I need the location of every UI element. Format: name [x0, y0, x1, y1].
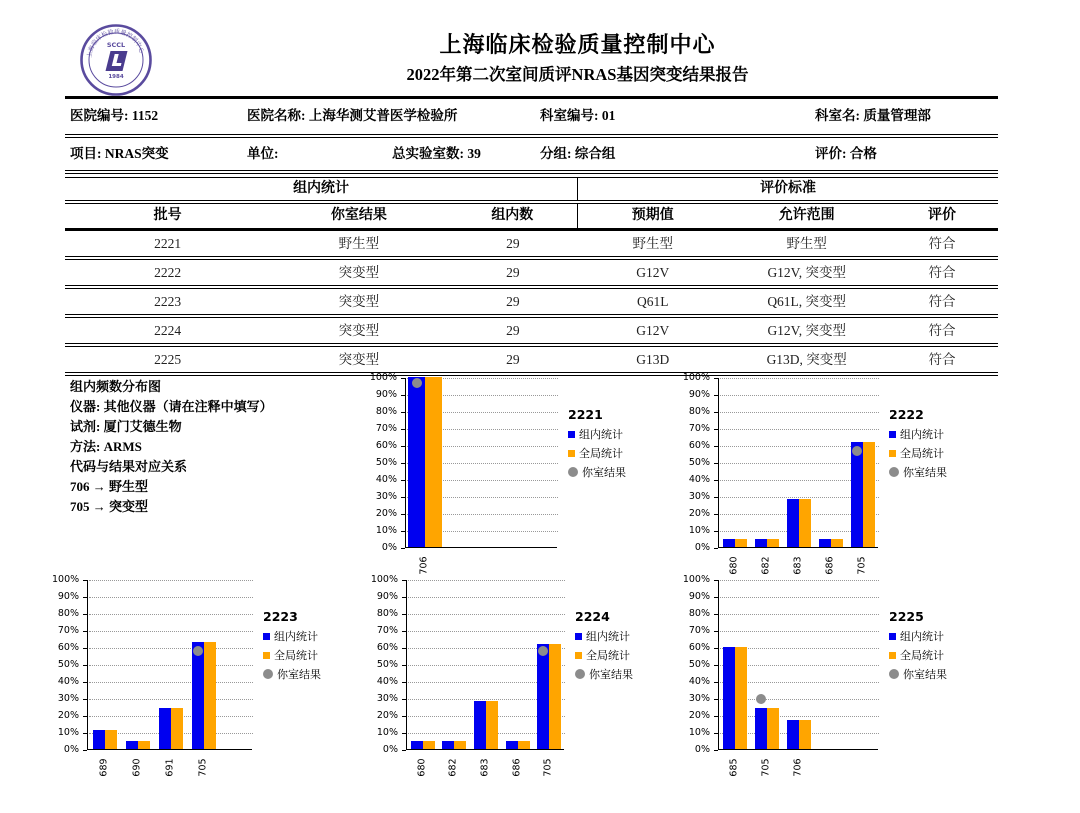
grid-line — [89, 597, 253, 598]
y-tick — [714, 531, 718, 532]
legend-item-label: 你室结果 — [589, 668, 633, 681]
y-axis-label: 30% — [688, 693, 710, 704]
legend-title: 2221 — [568, 407, 603, 422]
legend-item — [568, 464, 626, 480]
y-tick — [83, 665, 87, 666]
y-tick — [83, 648, 87, 649]
y-tick — [714, 682, 718, 683]
legend-item — [889, 445, 947, 461]
legend-item — [889, 464, 947, 480]
x-axis-label: 706 — [418, 556, 430, 575]
bar-global — [425, 377, 442, 547]
y-axis-label: 60% — [57, 642, 79, 653]
bar-global — [735, 647, 747, 749]
bar-global — [204, 642, 216, 749]
y-tick — [401, 463, 405, 464]
y-axis-label: 80% — [57, 608, 79, 619]
y-tick — [402, 699, 406, 700]
y-tick — [401, 395, 405, 396]
grid-line — [89, 631, 253, 632]
x-axis-label: 691 — [164, 758, 175, 777]
legend-item — [575, 666, 633, 682]
y-axis-label: 70% — [376, 625, 398, 636]
chart-2222 — [681, 372, 973, 584]
col-allowed: 允许范围 — [778, 208, 835, 223]
x-axis-label: 689 — [98, 758, 109, 777]
table-row: 2222 突变型 29 G12V G12V, 突变型 符合 — [154, 265, 956, 280]
your-result-dot — [756, 694, 766, 704]
y-axis-label: 90% — [376, 591, 398, 602]
header-rule — [65, 96, 998, 99]
y-tick — [714, 580, 718, 581]
y-tick — [402, 648, 406, 649]
y-axis-label: 40% — [688, 474, 710, 485]
grid-line — [720, 614, 879, 615]
separator — [65, 170, 998, 174]
grid-line — [720, 631, 879, 632]
legend-item — [263, 666, 321, 682]
y-tick — [714, 446, 718, 447]
legend-item — [263, 628, 321, 644]
frequency-notes — [70, 377, 273, 517]
legend-square-group — [575, 633, 582, 640]
grid-line — [89, 682, 253, 683]
dept-id-field: 科室编号: 01 — [540, 108, 616, 123]
grid-line — [89, 699, 253, 700]
y-axis-label: 30% — [688, 491, 710, 502]
legend-item-label: 全局统计 — [274, 649, 318, 662]
y-axis-label: 100% — [370, 574, 398, 585]
bar-global — [799, 720, 811, 749]
y-axis-label: 80% — [376, 608, 398, 619]
table-group-header — [65, 177, 998, 200]
legend-square-global — [889, 652, 896, 659]
y-axis-label: 90% — [57, 591, 79, 602]
grid-line — [720, 429, 879, 430]
plot-area — [718, 378, 878, 548]
chart-legend — [263, 609, 321, 682]
y-tick — [714, 750, 718, 751]
grid-line — [720, 395, 879, 396]
y-tick — [714, 648, 718, 649]
legend-square-global — [568, 450, 575, 457]
col-eval: 评价 — [927, 208, 956, 223]
y-axis-label: 20% — [376, 710, 398, 721]
bar-global — [831, 539, 843, 548]
legend-circle-your-result — [263, 669, 273, 679]
grid-line — [720, 597, 879, 598]
x-axis-label: 683 — [479, 758, 491, 777]
y-axis-label: 20% — [375, 508, 397, 519]
x-axis-label: 682 — [760, 556, 772, 575]
table-column-header — [65, 204, 998, 228]
note-line: 组内频数分布图 — [70, 379, 162, 394]
y-axis-label: 50% — [688, 659, 710, 670]
bar-group — [851, 442, 863, 547]
y-tick — [402, 614, 406, 615]
y-tick — [714, 378, 718, 379]
legend-circle-your-result — [575, 669, 585, 679]
y-axis-label: 0% — [63, 744, 79, 755]
legend-item — [575, 647, 633, 663]
grid-line — [720, 378, 879, 379]
y-tick — [401, 429, 405, 430]
bar-global — [423, 741, 435, 750]
plot-area — [405, 378, 557, 548]
legend-square-group — [889, 431, 896, 438]
your-result-dot — [412, 378, 422, 388]
legend-item-label: 组内统计 — [274, 630, 318, 643]
grid-line — [408, 614, 565, 615]
bar-global — [138, 741, 150, 750]
legend-title: 2225 — [889, 609, 924, 624]
y-axis-label: 90% — [375, 389, 397, 400]
bar-group — [126, 741, 138, 750]
y-axis-label: 40% — [57, 676, 79, 687]
x-axis-label: 680 — [416, 758, 428, 777]
y-axis-label: 70% — [688, 423, 710, 434]
bar-group — [787, 720, 799, 749]
evaluation-field: 评价: 合格 — [815, 146, 877, 161]
bar-group — [93, 730, 105, 749]
x-axis-label: 705 — [760, 758, 772, 777]
results-table — [65, 177, 998, 376]
bar-group — [408, 377, 425, 547]
note-line: 试剂: 厦门艾德生物 — [70, 419, 182, 434]
col-group-count: 组内数 — [448, 204, 579, 228]
y-tick — [714, 429, 718, 430]
legend-square-global — [263, 652, 270, 659]
y-tick — [714, 614, 718, 615]
legend-item-label: 全局统计 — [579, 447, 623, 460]
y-tick — [401, 531, 405, 532]
y-axis-label: 0% — [694, 744, 710, 755]
y-axis-label: 90% — [688, 389, 710, 400]
svg-text:上海临床检验质量控制中心: 上海临床检验质量控制中心 — [86, 28, 146, 59]
grid-line — [408, 631, 565, 632]
group-header-criteria: 评价标准 — [760, 181, 817, 196]
grouping-field: 分组: 综合组 — [540, 146, 616, 161]
legend-square-global — [575, 652, 582, 659]
legend-square-global — [889, 450, 896, 457]
y-axis-label: 100% — [369, 372, 397, 383]
bar-global — [767, 539, 779, 548]
bar-global — [799, 499, 811, 547]
legend-item — [889, 426, 947, 442]
grid-line — [89, 648, 253, 649]
x-axis-label: 705 — [542, 758, 554, 777]
y-axis-label: 60% — [375, 440, 397, 451]
legend-item — [568, 426, 626, 442]
bar-global — [486, 701, 498, 749]
y-tick — [714, 665, 718, 666]
y-tick — [714, 597, 718, 598]
legend-item-label: 你室结果 — [903, 668, 947, 681]
plot-area — [87, 580, 252, 750]
plot-area — [718, 580, 878, 750]
y-tick — [401, 497, 405, 498]
y-axis-label: 90% — [688, 591, 710, 602]
y-axis-label: 60% — [688, 642, 710, 653]
y-tick — [402, 597, 406, 598]
y-tick — [401, 378, 405, 379]
bar-global — [767, 708, 779, 749]
note-line: 仪器: 其他仪器（请在注释中填写） — [70, 399, 273, 414]
x-axis-label: 685 — [728, 758, 740, 777]
bar-group — [506, 741, 518, 750]
bar-global — [454, 741, 466, 750]
y-tick — [401, 412, 405, 413]
y-axis-label: 10% — [376, 727, 398, 738]
bar-group — [755, 708, 767, 749]
unit-field: 单位: — [247, 146, 279, 161]
table-row: 2225 突变型 29 G13D G13D, 突变型 符合 — [154, 352, 956, 367]
hospital-name-field: 医院名称: 上海华测艾普医学检验所 — [247, 108, 458, 123]
info-row-1 — [65, 100, 998, 132]
grid-line — [89, 614, 253, 615]
y-axis-label: 20% — [688, 710, 710, 721]
col-expected: 预期值 — [631, 208, 674, 223]
y-axis-label: 70% — [688, 625, 710, 636]
svg-text:SCCL: SCCL — [106, 41, 126, 49]
y-tick — [401, 480, 405, 481]
y-axis-label: 10% — [688, 727, 710, 738]
y-axis-label: 20% — [688, 508, 710, 519]
y-axis-label: 0% — [694, 542, 710, 553]
bar-group — [787, 499, 799, 547]
y-tick — [83, 614, 87, 615]
y-axis-label: 80% — [688, 406, 710, 417]
grid-line — [720, 412, 879, 413]
x-axis-label: 680 — [728, 556, 740, 575]
total-labs-field: 总实验室数: 39 — [392, 146, 481, 161]
legend-circle-your-result — [889, 669, 899, 679]
y-tick — [83, 597, 87, 598]
y-tick — [401, 446, 405, 447]
y-axis-label: 80% — [375, 406, 397, 417]
x-axis-label: 706 — [792, 758, 804, 777]
legend-item — [889, 647, 947, 663]
bar-group — [192, 642, 204, 749]
y-axis-label: 0% — [382, 744, 398, 755]
y-tick — [714, 631, 718, 632]
y-axis-label: 80% — [688, 608, 710, 619]
grid-line — [720, 580, 879, 581]
bar-global — [735, 539, 747, 548]
y-tick — [83, 699, 87, 700]
y-axis-label: 50% — [57, 659, 79, 670]
y-tick — [714, 699, 718, 700]
y-axis-label: 50% — [688, 457, 710, 468]
legend-item — [575, 628, 633, 644]
chart-legend — [575, 609, 633, 682]
y-tick — [402, 665, 406, 666]
y-axis-label: 100% — [52, 574, 80, 585]
chart-2224 — [368, 574, 659, 786]
legend-circle-your-result — [568, 467, 578, 477]
legend-item — [889, 666, 947, 682]
legend-item-label: 组内统计 — [579, 428, 623, 441]
x-axis-label: 705 — [856, 556, 868, 575]
y-tick — [401, 548, 405, 549]
legend-item-label: 全局统计 — [900, 649, 944, 662]
note-line: 代码与结果对应关系 — [70, 459, 188, 474]
y-tick — [83, 580, 87, 581]
y-axis-label: 10% — [375, 525, 397, 536]
legend-item-label: 你室结果 — [277, 668, 321, 681]
y-tick — [714, 395, 718, 396]
y-tick — [714, 480, 718, 481]
chart-legend — [889, 609, 947, 682]
y-tick — [83, 733, 87, 734]
bar-global — [105, 730, 117, 749]
bar-global — [518, 741, 530, 750]
page-title: 上海临床检验质量控制中心 — [439, 32, 716, 57]
table-row: 2221 野生型 29 野生型 野生型 符合 — [154, 236, 956, 251]
y-axis-label: 100% — [682, 372, 710, 383]
bar-group — [723, 539, 735, 548]
y-axis-label: 10% — [688, 525, 710, 536]
bar-group — [537, 644, 549, 749]
legend-item — [568, 445, 626, 461]
col-your-result: 你室结果 — [330, 208, 387, 223]
x-axis-label: 683 — [792, 556, 804, 575]
x-axis-label: 690 — [131, 758, 142, 777]
y-tick — [714, 463, 718, 464]
chart-legend — [568, 407, 626, 480]
your-result-dot — [193, 646, 203, 656]
note-line: 方法: ARMS — [70, 439, 142, 454]
y-tick — [402, 750, 406, 751]
chart-legend — [889, 407, 947, 480]
legend-item-label: 全局统计 — [900, 447, 944, 460]
grid-line — [408, 580, 565, 581]
x-axis-label: 682 — [447, 758, 459, 777]
y-tick — [402, 631, 406, 632]
legend-item-label: 组内统计 — [900, 428, 944, 441]
y-axis-label: 30% — [57, 693, 79, 704]
legend-item-label: 组内统计 — [900, 630, 944, 643]
chart-2221 — [366, 372, 652, 584]
legend-title: 2223 — [263, 609, 298, 624]
bar-group — [819, 539, 831, 548]
legend-circle-your-result — [889, 467, 899, 477]
note-line: 706 → 野生型 — [70, 479, 149, 494]
bar-group — [442, 741, 454, 750]
bar-global — [549, 644, 561, 749]
y-tick — [402, 733, 406, 734]
y-axis-label: 30% — [376, 693, 398, 704]
chart-2225 — [681, 574, 973, 786]
legend-item — [263, 647, 321, 663]
y-tick — [402, 716, 406, 717]
y-tick — [402, 580, 406, 581]
y-axis-label: 70% — [375, 423, 397, 434]
y-axis-label: 70% — [57, 625, 79, 636]
y-tick — [83, 631, 87, 632]
plot-area — [406, 580, 564, 750]
x-axis-label: 705 — [197, 758, 208, 777]
y-tick — [714, 548, 718, 549]
y-tick — [714, 716, 718, 717]
y-axis-label: 40% — [375, 474, 397, 485]
note-line: 705 → 突变型 — [70, 499, 149, 514]
legend-item-label: 你室结果 — [582, 466, 626, 479]
grid-line — [89, 580, 253, 581]
table-row: 2224 突变型 29 G12V G12V, 突变型 符合 — [154, 323, 956, 338]
legend-square-group — [568, 431, 575, 438]
x-axis-label: 686 — [824, 556, 836, 575]
y-tick — [714, 497, 718, 498]
legend-item-label: 你室结果 — [903, 466, 947, 479]
y-axis-label: 60% — [376, 642, 398, 653]
project-field: 项目: NRAS突变 — [70, 146, 169, 161]
bar-group — [723, 647, 735, 749]
y-tick — [83, 716, 87, 717]
svg-text:1984: 1984 — [108, 74, 124, 80]
y-axis-label: 40% — [688, 676, 710, 687]
legend-square-group — [263, 633, 270, 640]
y-axis-label: 40% — [376, 676, 398, 687]
y-tick — [83, 682, 87, 683]
y-axis-label: 100% — [682, 574, 710, 585]
legend-square-group — [889, 633, 896, 640]
table-row: 2223 突变型 29 Q61L Q61L, 突变型 符合 — [154, 294, 956, 309]
legend-title: 2224 — [575, 609, 610, 624]
legend-item-label: 全局统计 — [586, 649, 630, 662]
bar-group — [411, 741, 423, 750]
y-axis-label: 30% — [375, 491, 397, 502]
y-tick — [714, 514, 718, 515]
y-axis-label: 20% — [57, 710, 79, 721]
hospital-id-field: 医院编号: 1152 — [70, 108, 159, 123]
bar-group — [474, 701, 486, 749]
y-tick — [714, 412, 718, 413]
bar-group — [159, 708, 171, 749]
info-row-2 — [65, 138, 998, 170]
chart-2223 — [52, 574, 347, 786]
y-axis-label: 10% — [57, 727, 79, 738]
col-batch: 批号 — [153, 208, 182, 223]
y-tick — [714, 733, 718, 734]
y-axis-label: 60% — [688, 440, 710, 451]
group-header-intragroup: 组内统计 — [65, 178, 578, 200]
y-axis-label: 50% — [376, 659, 398, 670]
y-tick — [83, 750, 87, 751]
bar-group — [755, 539, 767, 548]
bar-global — [171, 708, 183, 749]
legend-item — [889, 628, 947, 644]
y-tick — [402, 682, 406, 683]
bar-global — [863, 442, 875, 547]
dept-name-field: 科室名: 质量管理部 — [815, 108, 931, 123]
grid-line — [89, 665, 253, 666]
legend-item-label: 组内统计 — [586, 630, 630, 643]
grid-line — [408, 597, 565, 598]
y-tick — [401, 514, 405, 515]
legend-title: 2222 — [889, 407, 924, 422]
y-axis-label: 50% — [375, 457, 397, 468]
y-axis-label: 0% — [381, 542, 397, 553]
x-axis-label: 686 — [511, 758, 523, 777]
report-subtitle: 2022年第二次室间质评NRAS基因突变结果报告 — [406, 65, 749, 84]
